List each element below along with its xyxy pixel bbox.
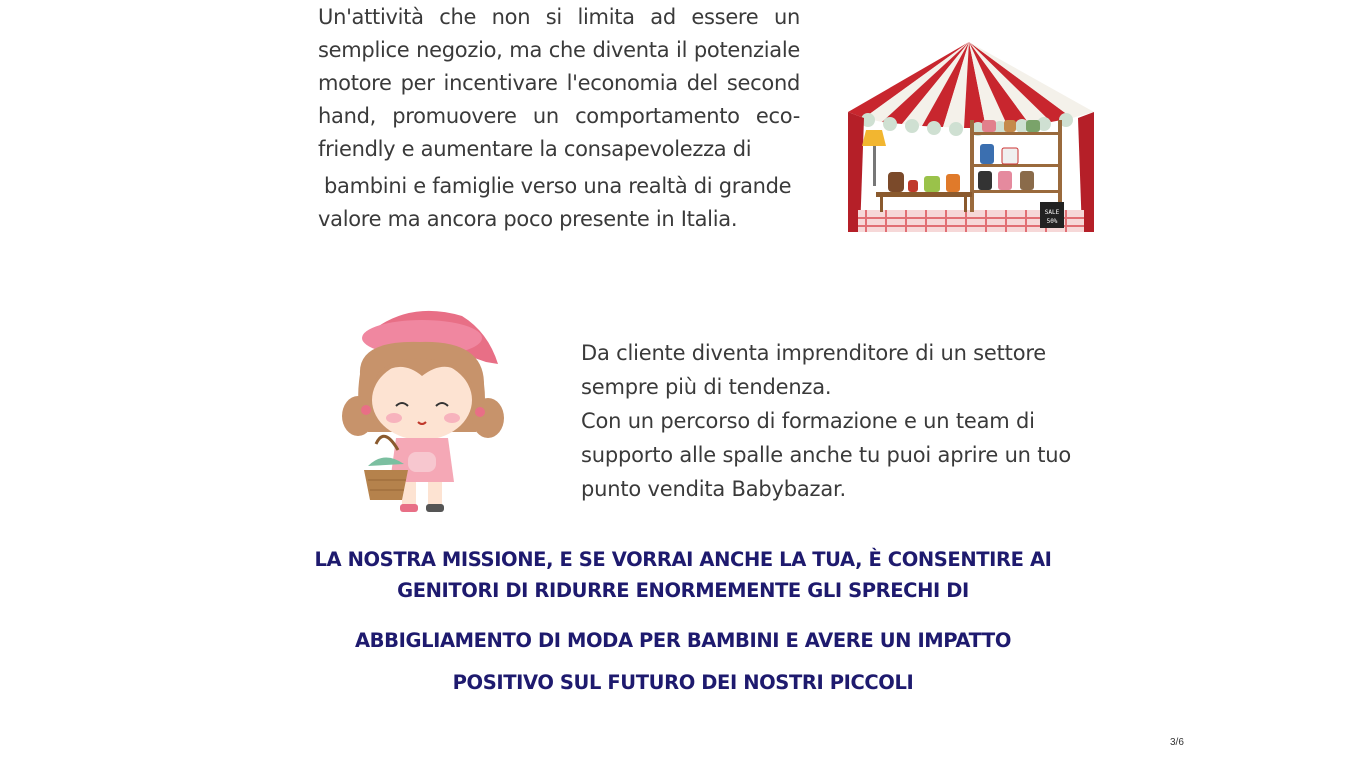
sale-sign-text: SALE	[1044, 209, 1060, 216]
mission-line: GENITORI DI RIDURRE ENORMEMENTE GLI SPRECHI DI	[397, 579, 969, 602]
shelf	[970, 120, 1062, 212]
intro-line: Un'attività che non si limita ad essere un	[318, 5, 800, 29]
intro-line: motore per incentivare l'economia del second	[318, 71, 800, 95]
intro-line: valore ma ancora poco presente in Italia.	[318, 207, 738, 231]
bags	[978, 120, 1040, 190]
intro-line: friendly e aumentare la consapevolezza di	[318, 137, 752, 161]
intro-line: bambini e famiglie verso una realtà di grande	[324, 174, 792, 198]
page-number: 3/6	[1170, 737, 1184, 748]
franchise-paragraph	[581, 336, 1101, 506]
mission-line: POSITIVO SUL FUTURO DEI NOSTRI PICCOLI	[452, 671, 914, 694]
mission-line: LA NOSTRA MISSIONE, E SE VORRAI ANCHE LA TUA, È CONSENTIRE AI	[314, 548, 1052, 571]
promo-line: sempre più di tendenza.	[581, 375, 832, 399]
girl-with-basket-illustration	[338, 304, 508, 518]
svg-text:50%: 50%	[1046, 218, 1058, 225]
promo-line: Da cliente diventa imprenditore di un settore	[581, 341, 1047, 365]
promo-line: supporto alle spalle anche tu puoi aprire un tuo	[581, 443, 1072, 467]
shoes	[888, 172, 960, 192]
promo-line: Con un percorso di formazione e un team di	[581, 409, 1035, 433]
promo-line: punto vendita Babybazar.	[581, 477, 847, 501]
intro-line: semplice negozio, ma che diventa il potenziale	[318, 38, 800, 62]
intro-paragraph	[318, 1, 800, 236]
market-stall-illustration	[846, 40, 1096, 232]
intro-line: hand, promuovere un comportamento eco-	[318, 104, 800, 128]
mission-line: ABBIGLIAMENTO DI MODA PER BAMBINI E AVERE UN IMPATTO	[354, 629, 1012, 652]
